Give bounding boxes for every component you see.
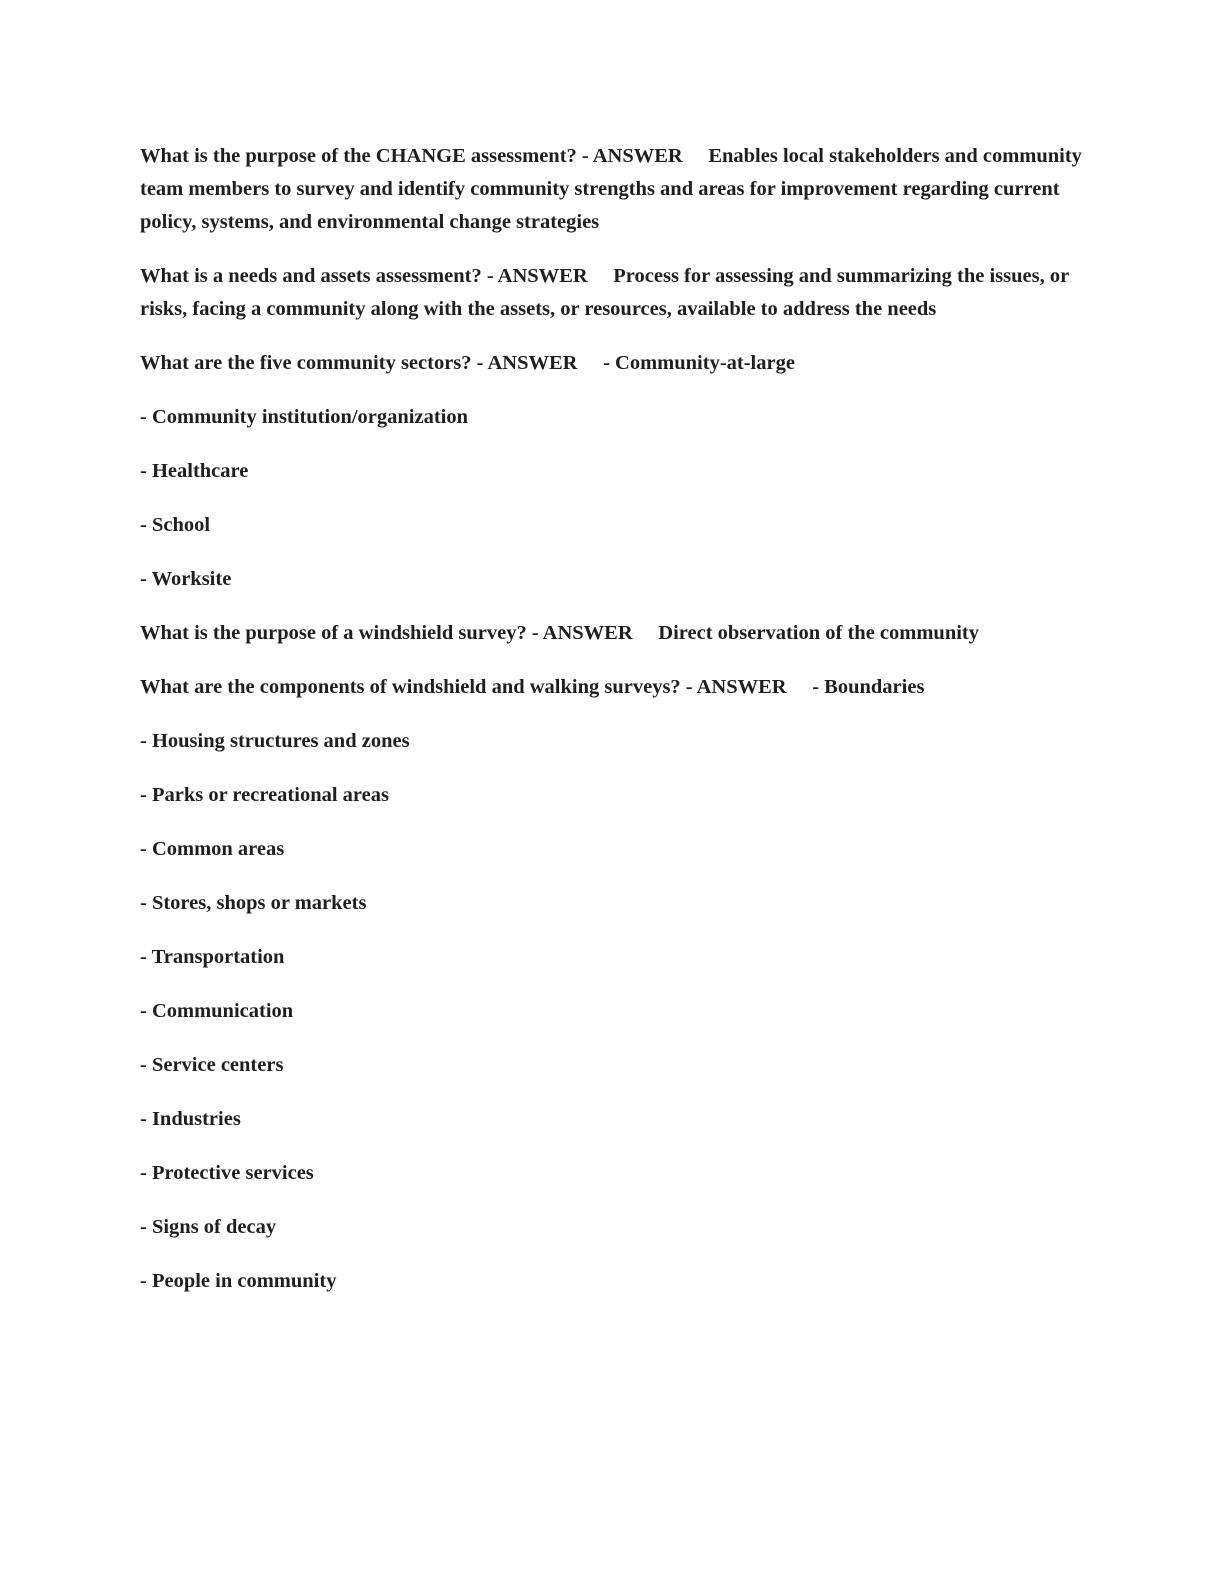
- list-item-paragraph: - Parks or recreational areas: [140, 784, 389, 806]
- list-item-paragraph: - Common areas: [140, 838, 285, 860]
- list-item-paragraph: - School: [140, 514, 211, 536]
- list-item-paragraph: - Industries: [140, 1108, 241, 1130]
- qa-paragraph: What is the purpose of the CHANGE assessment? - ANSWER Enables local stakeholders and community team members to survey and identify community strengths and areas for improvement regarding current policy, systems, and environmental change strategies: [140, 145, 1088, 233]
- qa-paragraph: What is a needs and assets assessment? - ANSWER Process for assessing and summarizing the issues, or risks, facing a community along with the assets, or resources, available to address the needs: [140, 265, 1074, 320]
- list-item-paragraph: - Worksite: [140, 568, 232, 590]
- list-item-paragraph: - Protective services: [140, 1162, 314, 1184]
- list-item-paragraph: - Healthcare: [140, 460, 249, 482]
- list-item-paragraph: - Stores, shops or markets: [140, 892, 367, 914]
- qa-paragraph: What are the components of windshield and walking surveys? - ANSWER - Boundaries: [140, 676, 925, 698]
- list-item-paragraph: - Transportation: [140, 946, 285, 968]
- list-item-paragraph: - Service centers: [140, 1054, 284, 1076]
- list-item-paragraph: - Communication: [140, 1000, 294, 1022]
- list-item-paragraph: - Signs of decay: [140, 1216, 277, 1238]
- list-item-paragraph: - Housing structures and zones: [140, 730, 410, 752]
- qa-paragraph: What is the purpose of a windshield survey? - ANSWER Direct observation of the community: [140, 622, 979, 644]
- qa-paragraph: What are the five community sectors? - ANSWER - Community-at-large: [140, 352, 795, 374]
- list-item-paragraph: - Community institution/organization: [140, 406, 469, 428]
- list-item-paragraph: - People in community: [140, 1270, 337, 1292]
